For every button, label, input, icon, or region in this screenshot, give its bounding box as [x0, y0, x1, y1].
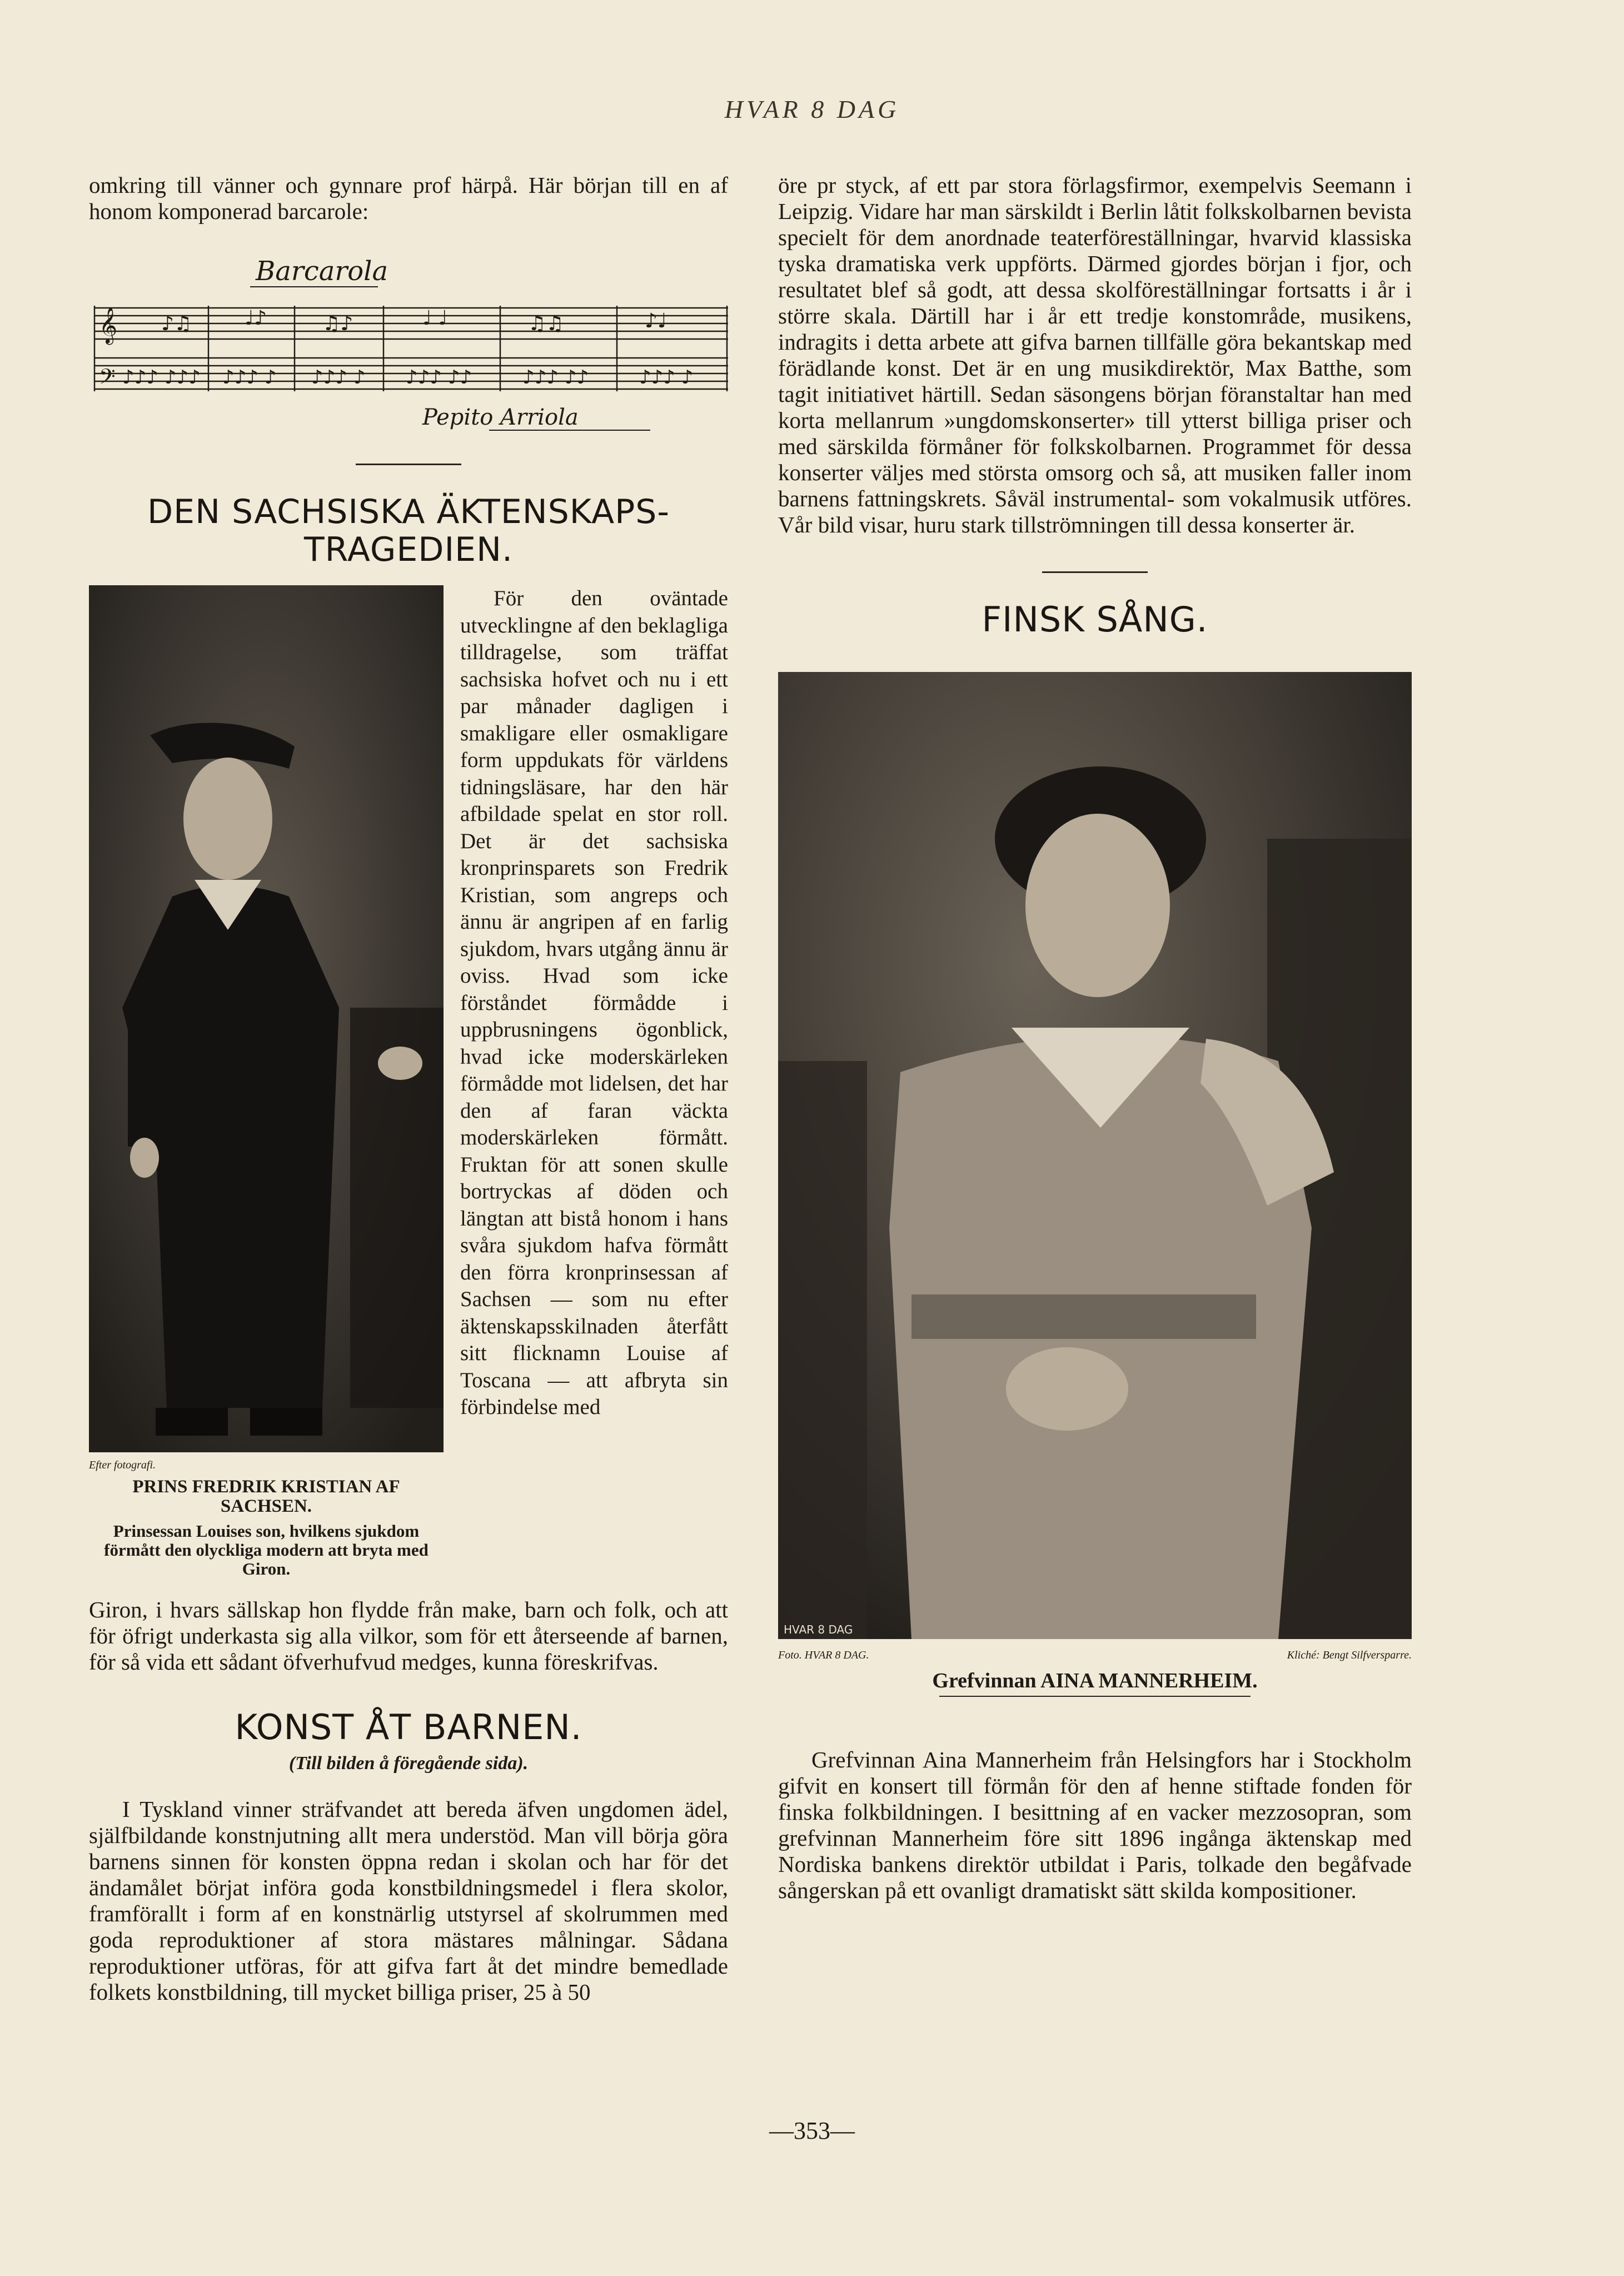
photo-credit-right: Kliché: Bengt Silfversparre. — [1287, 1649, 1412, 1661]
music-title: Barcarola — [256, 256, 388, 287]
svg-text:♪♪♪ ♪♪: ♪♪♪ ♪♪ — [522, 366, 589, 389]
svg-text:♫♫: ♫♫ — [528, 312, 564, 335]
article-body-konst: I Tyskland vinner sträfvandet att bereda äfven ungdomen ädel, själfbildande konstnjutning allt mera understöd. Man vill börja göra barnens sinnen för konsten öppna redan i skolan och har för det ändamålet börjat införa goda konstbildningsmedel i flera skolor, framförallt i form af en konstnärlig utstyrsel af skolrummen med goda reproduktioner af stora mästares målningar. Sådana reproduktioner utföras, för att gifva fart åt det mindre bemedlade folkets konstbildning, till mycket billiga priser, 25 à 50 — [89, 1796, 728, 2005]
article-title-konst: KONST ÅT BARNEN. — [235, 1707, 582, 1747]
mannerheim-photo-image — [778, 672, 1412, 1639]
svg-text:𝄢: 𝄢 — [99, 364, 116, 394]
svg-text:♪♪♪ ♪♪: ♪♪♪ ♪♪ — [406, 366, 472, 389]
article-title-line1: DEN SACHSISKA ÄKTENSKAPS- — [147, 492, 670, 531]
photo-watermark: HVAR 8 DAG — [784, 1623, 853, 1636]
article-photo-block — [89, 585, 728, 1608]
composer-signature: Pepito Arriola — [422, 405, 579, 430]
svg-text:𝄞: 𝄞 — [99, 307, 118, 343]
article-body-finsk: Grefvinnan Aina Mannerheim från Helsingfors har i Stockholm gifvit en konsert till förmån för den af henne stiftade fonden för finska folkbildningen. I besittning af en vacker mezzosopran, som grefvinnan Mannerheim före sitt 1896 ingånga äktenskap med Nordiska bankens direktör utbildat i Paris, tolkade den begåfvade sångerskan på ett ovanligt dramatiskt sätt skilda kompositioner. — [778, 1747, 1412, 1903]
mannerheim-photo — [778, 672, 1412, 1639]
svg-text:♪♪♪ ♪: ♪♪♪ ♪ — [639, 366, 694, 389]
mannerheim-caption: Grefvinnan AINA MANNERHEIM. — [932, 1669, 1258, 1692]
running-header: HVAR 8 DAG — [724, 95, 900, 123]
article-continued: öre pr styck, af ett par stora förlagsfirmor, exempelvis Seemann i Leipzig. Vidare har man särskildt i Berlin låtit folkskolbarnen bevista specielt för dem anordnade teaterföreställningar, hvarvid klassiska tyska dramatiska verk uppförts. Därmed gjordes början i fjor, och resultatet blef så godt, att dessa skolföreställningar fortsatts i år i större skala. Därtill har i år ett tredje konstområde, musikens, indragits i detta arbete att gifva barnen tillfälle göra bekantskap med förädlande konst. Det är en ung musikdirektör, Max Batthe, som tagit initiativet härtill. Sedan säsongens början föranstaltar han med korta mellanrum »ungdomskonserter» till ytterst billiga priser och med särskilda förmåner för folkskolbarnen. Programmet för dessa konserter väljes med största omsorg och så, att musiken faller inom barnens fattningskrets. Såväl instrumental- som vokalmusik utföres. Vår bild visar, huru stark tillströmningen till dessa konserter är. — [778, 172, 1412, 537]
article-body-side: För den oväntade utvecklingne af den beklagliga tilldragelse, som träffat sachsiska hofvet och nu i ett par månader dagligen i smakligare eller osmakligare form uppdukats för världens tidningsläsare, har den här afbildade spelat en stor roll. Det är det sachsiska kronprinsparets son Fredrik Kristian, som angreps och ännu är angripen af en farlig sjukdom, hvars utgång ännu är oviss. Hvad som icke förståndet förmådde i uppbrusningens ögonblick, hvad icke moderskärleken förmådde mot lidelsen, det har den af faran väckta moderskärleken förmått. Fruktan för att sonen skulle bortryckas af döden och längtan att bistå honom i hans svåra sjukdom hafva förmått den förra kronprinsessan af Sachsen — som nu efter äktenskapsskilnaden återfått sitt flicknamn Louise af Toscana — att afbryta sin förbindelse med — [460, 586, 728, 1419]
svg-text:♪♪♪ ♪: ♪♪♪ ♪ — [222, 366, 277, 389]
left-column — [89, 172, 728, 2005]
article-title-finsk: FINSK SÅNG. — [982, 599, 1208, 640]
music-score — [89, 247, 728, 436]
svg-text:♪♪♪ ♪: ♪♪♪ ♪ — [311, 366, 366, 389]
svg-text:♩ ♩: ♩ ♩ — [422, 307, 448, 330]
music-score-drawing — [89, 247, 728, 436]
photo-credits-row — [778, 1649, 1412, 1669]
prince-photo-image — [89, 585, 444, 1452]
section-divider — [356, 464, 461, 465]
svg-text:♪♪♪ ♪♪♪: ♪♪♪ ♪♪♪ — [122, 366, 201, 389]
article-subtitle-konst: (Till bilden å föregående sida). — [288, 1753, 529, 1774]
prince-photo — [89, 585, 444, 1452]
prince-caption-text: Prinsessan Louises son, hvilkens sjukdom förmått den olyckliga modern att bryta med Giron. — [104, 1521, 429, 1578]
page-number: —353— — [769, 2117, 855, 2144]
section-divider-right — [1042, 571, 1148, 573]
right-column — [778, 172, 1412, 1904]
photo-credit: Efter fotografi. — [89, 1459, 156, 1471]
article-body-full: Giron, i hvars sällskap hon flydde från make, barn och folk, och att för öfrigt underkasta sig alla vilkor, som för ett återseende af barnen, för så vida ett sådant öfverhufvud medges, kunna föreskrifvas. — [89, 1597, 728, 1675]
caption-rule — [939, 1696, 1251, 1697]
svg-text:♩♪: ♩♪ — [245, 307, 267, 330]
svg-text:♫♪: ♫♪ — [322, 312, 353, 335]
prince-caption-title: PRINS FREDRIK KRISTIAN AF SACHSEN. — [132, 1477, 400, 1516]
article-title-line2: TRAGEDIEN. — [303, 530, 514, 569]
intro-paragraph: omkring till vänner och gynnare prof härpå. Här början till en af honom komponerad barcarole: — [89, 172, 728, 224]
article-title-sachsiska — [89, 493, 728, 569]
svg-text:♪♩: ♪♩ — [645, 310, 667, 332]
svg-text:♪♫: ♪♫ — [161, 312, 192, 335]
photo-credit-left: Foto. HVAR 8 DAG. — [778, 1649, 869, 1661]
